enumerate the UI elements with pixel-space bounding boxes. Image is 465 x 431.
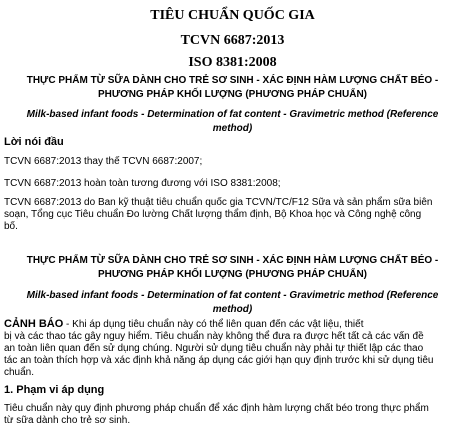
foreword-paragraph xyxy=(4,178,460,190)
foreword-text: TCVN 6687:2013 do Ban kỹ thuật tiêu chuẩn quốc gia TCVN/TC/F12 Sữa và sản phẩm sữa biên xyxy=(4,197,433,208)
english-title-line: Milk-based infant foods - Determination of fat content - Gravimetric method (Reference xyxy=(26,109,439,120)
body-title-line: PHƯƠNG PHÁP KHỐI LƯỢNG (PHƯƠNG PHÁP CHUẨN) xyxy=(97,269,367,280)
english-title-line: method) xyxy=(212,123,253,134)
warning-line: chuẩn. xyxy=(4,367,35,378)
section-1-paragraph xyxy=(4,403,460,427)
english-title xyxy=(8,108,457,136)
foreword-text: bố. xyxy=(4,221,18,232)
section-1-line: Tiêu chuẩn này quy định phương pháp chuẩn để xác định hàm lượng chất béo trong thực phẩm xyxy=(4,403,429,414)
standard-title: TIÊU CHUẨN QUỐC GIA xyxy=(150,8,315,23)
foreword-paragraph xyxy=(4,156,460,168)
section-1-line: từ sữa dành cho trẻ sơ sinh. xyxy=(4,415,131,426)
iso-number: ISO 8381:2008 xyxy=(188,55,277,70)
vietnamese-title-line: THỰC PHẨM TỪ SỮA DÀNH CHO TRẺ SƠ SINH - XÁC ĐỊNH HÀM LƯỢNG CHẤT BÉO - xyxy=(26,75,439,86)
body-english-title-line: method) xyxy=(212,304,253,315)
standard-number: TCVN 6687:2013 xyxy=(180,33,285,48)
body-vietnamese-title xyxy=(8,254,457,282)
warning-line: bị và các thao tác gây nguy hiểm. Tiêu chuẩn này không thể đưa ra được hết tất cả các vấn đề xyxy=(4,331,424,342)
body-title-line: THỰC PHẨM TỪ SỮA DÀNH CHO TRẺ SƠ SINH - XÁC ĐỊNH HÀM LƯỢNG CHẤT BÉO - xyxy=(26,255,439,266)
foreword-text: soạn, Tổng cục Tiêu chuẩn Đo lường Chất lượng thẩm định, Bộ Khoa học và Công nghệ công xyxy=(4,209,422,220)
vietnamese-title-line: PHƯƠNG PHÁP KHỐI LƯỢNG (PHƯƠNG PHÁP CHUẨN) xyxy=(97,89,367,100)
warning-line: an toàn liên quan đến sử dụng chúng. Người sử dụng tiêu chuẩn này phải tự thiết lập các thao xyxy=(4,343,424,354)
section-1-heading: 1. Phạm vi áp dụng xyxy=(4,384,105,396)
warning-paragraph xyxy=(4,318,460,379)
foreword-text: TCVN 6687:2013 thay thế TCVN 6687:2007; xyxy=(4,156,203,167)
body-english-title xyxy=(8,289,457,317)
warning-line: tác an toàn thích hợp và xác định khả năng áp dụng các giới hạn quy định trước khi sử dụng tiêu xyxy=(4,355,434,366)
warning-text: - Khi áp dụng tiêu chuẩn này có thể liên quan đến các vật liệu, thiết xyxy=(63,319,364,330)
foreword-paragraph xyxy=(4,197,460,233)
warning-line xyxy=(4,318,460,331)
vietnamese-title xyxy=(8,74,457,102)
foreword-text: TCVN 6687:2013 hoàn toàn tương đương với ISO 8381:2008; xyxy=(4,178,281,189)
warning-label: CẢNH BÁO xyxy=(4,318,64,330)
foreword-heading: Lời nói đầu xyxy=(4,136,64,148)
body-english-title-line: Milk-based infant foods - Determination of fat content - Gravimetric method (Reference xyxy=(26,290,439,301)
